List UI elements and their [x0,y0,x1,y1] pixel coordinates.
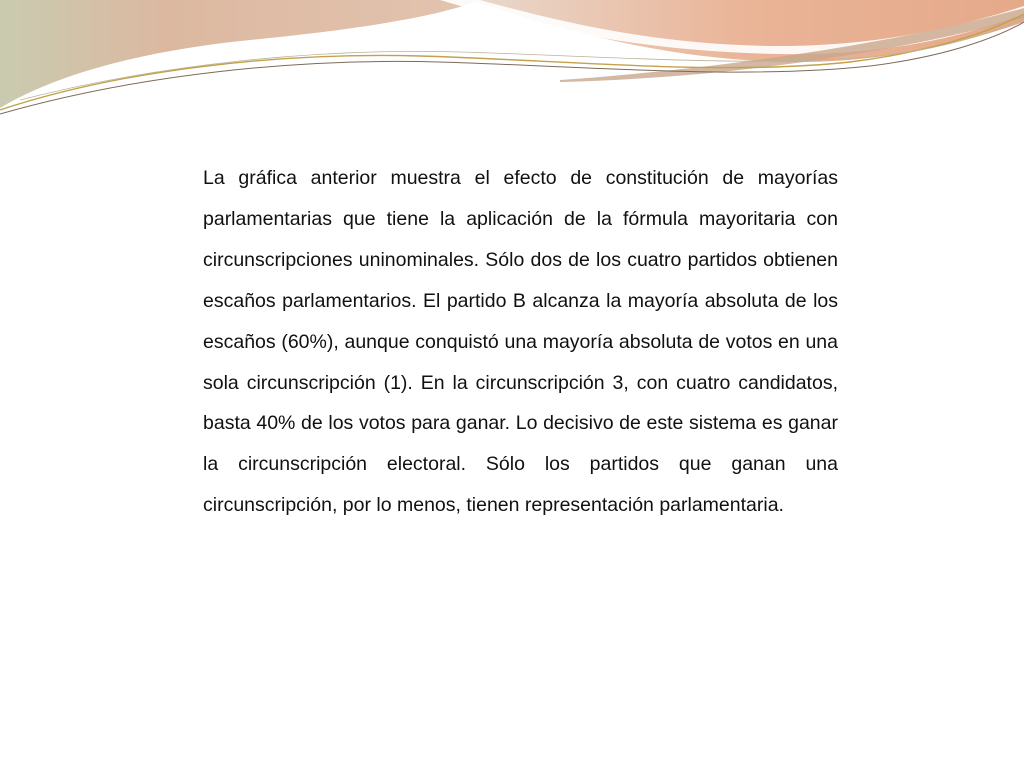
header-wave-decoration [0,0,1024,130]
wave-band-left [0,0,480,108]
body-paragraph: La gráfica anterior muestra el efecto de constitución de mayorías parlamentarias que tiene la aplicación de la fórmula mayoritaria con circunscripciones uninominales. Sólo dos de los cuatro partidos obtienen escaños parlamentarios. El partido B alcanza la mayoría absoluta de los escaños (60%), aunque conquistó una mayoría absoluta de votos en una sola circunscripción (1). En la circunscripción 3, con cuatro candidatos, basta 40% de los votos para ganar. Lo decisivo de este sistema es ganar la circunscripción electoral. Sólo los partidos que ganan una circunscripción, por lo menos, tienen representación parlamentaria. [203,167,838,517]
